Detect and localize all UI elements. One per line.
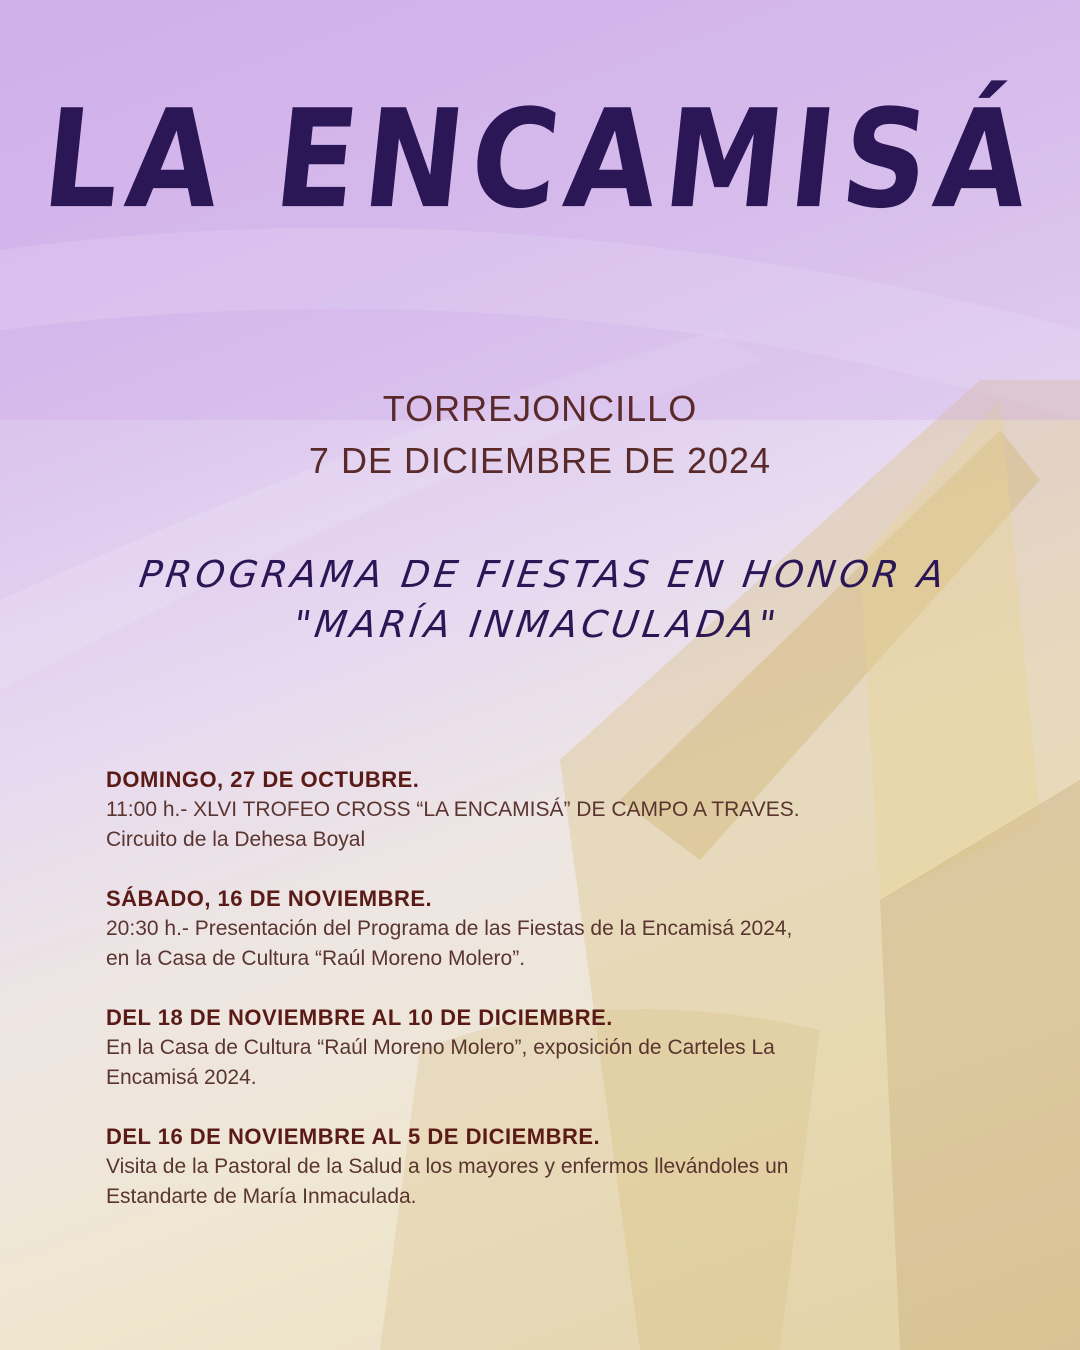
- event-description-line: Circuito de la Dehesa Boyal: [106, 828, 366, 851]
- event-heading: DOMINGO, 27 DE OCTUBRE.: [106, 767, 420, 792]
- event-heading: SÁBADO, 16 DE NOVIEMBRE.: [106, 886, 433, 911]
- event-heading: DEL 16 DE NOVIEMBRE AL 5 DE DICIEMBRE.: [106, 1124, 601, 1149]
- event-item: [106, 765, 938, 855]
- event-description-line: 20:30 h.- Presentación del Programa de las Fiestas de la Encamisá 2024,: [106, 917, 793, 940]
- event-date: 7 DE DICIEMBRE DE 2024: [308, 440, 772, 481]
- event-description-line: Estandarte de María Inmaculada.: [106, 1185, 417, 1208]
- event-item: [106, 1003, 938, 1093]
- location: TORREJONCILLO: [382, 388, 698, 429]
- event-item: [106, 1122, 938, 1212]
- event-description-line: en la Casa de Cultura “Raúl Moreno Molero”.: [106, 947, 526, 970]
- page-title: LA ENCAMISÁ: [36, 79, 1044, 239]
- program-line-2: "MARÍA INMACULADA": [290, 603, 783, 646]
- event-heading: DEL 18 DE NOVIEMBRE AL 10 DE DICIEMBRE.: [106, 1005, 613, 1030]
- event-description-line: Encamisá 2024.: [106, 1066, 257, 1089]
- event-description-line: 11:00 h.- XLVI TROFEO CROSS “LA ENCAMISÁ” DE CAMPO A TRAVES.: [106, 798, 800, 821]
- program-line-1: PROGRAMA DE FIESTAS EN HONOR A: [136, 553, 951, 596]
- location-date: [0, 383, 1080, 487]
- event-list: [106, 765, 938, 1241]
- event-description-line: En la Casa de Cultura “Raúl Moreno Molero”, exposición de Carteles La: [106, 1036, 775, 1059]
- event-description-line: Visita de la Pastoral de la Salud a los mayores y enfermos llevándoles un: [106, 1155, 789, 1178]
- program-subtitle: [0, 550, 1080, 650]
- event-item: [106, 884, 938, 974]
